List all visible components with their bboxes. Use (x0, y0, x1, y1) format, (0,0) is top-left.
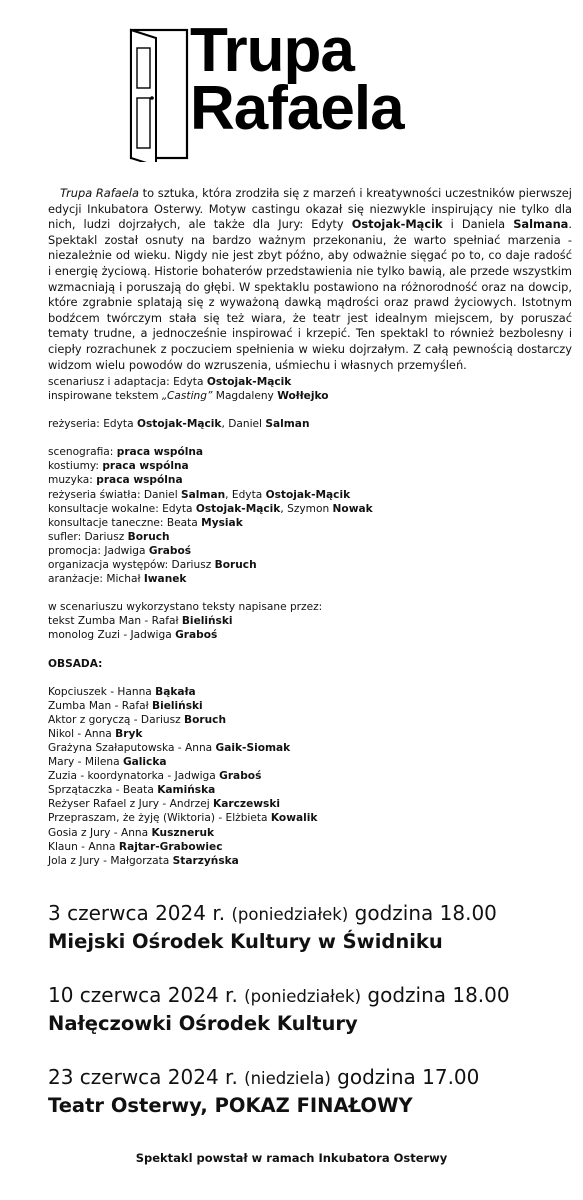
credit-name: Ostojak-Mącik (206, 376, 292, 388)
performance-3 (48, 1064, 578, 1119)
performance-date-line (48, 900, 578, 928)
cast-role: Jola z Jury - Małgorzata (48, 854, 173, 867)
poster-title (190, 16, 404, 143)
cast-surname: Graboś (219, 770, 262, 783)
credit-label: scenografia: (48, 446, 117, 459)
credits-section (48, 375, 568, 868)
cast-member (48, 840, 568, 854)
poster-header (0, 0, 583, 175)
credit-promotion (48, 544, 568, 558)
credit-label: inspirowane tekstem (48, 390, 162, 403)
credit-name: praca wspólna (116, 446, 204, 459)
credit-text-1 (48, 614, 568, 628)
cast-surname: Kamińska (157, 784, 216, 797)
credit-name: Salman (181, 488, 226, 501)
credit-name: praca wspólna (102, 460, 189, 473)
cast-member (48, 854, 568, 868)
credit-name: Graboś (148, 544, 192, 557)
credit-label: scenariusz i adaptacja: Edyta (48, 376, 207, 388)
credit-lighting (48, 488, 568, 502)
cast-member (48, 783, 568, 797)
credit-label: monolog Zuzi - Jadwiga (48, 629, 176, 642)
credit-label: , Daniel (221, 418, 266, 431)
credit-scenography (48, 445, 568, 459)
credit-label: muzyka: (48, 474, 97, 487)
credit-label: sufler: Dariusz (48, 530, 128, 543)
credit-source-title: „Casting” (161, 390, 213, 403)
cast-surname: Kowalik (270, 812, 318, 825)
cast-role: Mary - Milena (48, 756, 123, 769)
performance-time: godzina 18.00 (354, 901, 497, 925)
credit-label: tekst Zumba Man - Rafał (48, 615, 182, 628)
credit-organization (48, 558, 568, 572)
credit-name: Nowak (332, 502, 373, 515)
credit-label: Magdaleny (212, 390, 278, 403)
performance-date: 23 czerwca 2024 r. (48, 1065, 238, 1089)
credit-label: aranżacje: Michał (48, 573, 144, 586)
credit-name: Wołłejko (277, 390, 329, 403)
performance-1 (48, 900, 578, 955)
cast-heading: OBSADA: (48, 657, 103, 670)
credit-inspired (48, 389, 568, 403)
credit-label: konsultacje taneczne: Beata (48, 516, 202, 529)
cast-surname: Kuszneruk (151, 826, 215, 839)
title-line-2: Rafaela (190, 74, 404, 143)
open-door-icon (128, 28, 190, 162)
cast-role: Grażyna Szałaputowska - Anna (48, 741, 216, 754)
credit-name: Iwanek (143, 573, 187, 586)
credit-name: Boruch (214, 559, 257, 572)
credit-name: Ostojak-Mącik (195, 502, 281, 515)
credit-label: , Szymon (280, 502, 333, 515)
cast-surname: Galicka (122, 756, 167, 769)
cast-surname: Bieliński (152, 699, 203, 712)
cast-member (48, 797, 568, 811)
performance-time: godzina 18.00 (367, 983, 510, 1007)
credit-name: Boruch (127, 530, 170, 543)
credit-arrangements (48, 572, 568, 586)
cast-surname: Boruch (184, 713, 226, 726)
cast-list (48, 685, 568, 868)
intro-text-1: to sztuka, która zrodziła się z marzeń i kreatywności uczestników pierwszej edycji Inkubatora Osterwy. Motyw castingu okazał się niezwykle inspirujący nie tylko dla nich, ludzi dojrzałych, ale także dla Jury: Edyty (48, 186, 572, 232)
credit-vocal (48, 502, 568, 516)
credit-prompter (48, 530, 568, 544)
performances-section (48, 900, 578, 1146)
credit-label: kostiumy: (48, 460, 103, 473)
credit-name: Ostojak-Mącik (136, 418, 222, 431)
performance-date: 3 czerwca 2024 r. (48, 901, 226, 925)
title-line-1: Trupa (190, 16, 354, 85)
performance-2 (48, 982, 578, 1037)
cast-member (48, 826, 568, 840)
credit-label: organizacja występów: Dariusz (48, 559, 215, 572)
performance-date: 10 czerwca 2024 r. (48, 983, 238, 1007)
performance-day: (poniedziałek) (231, 905, 349, 924)
cast-role: Aktor z goryczą - Dariusz (48, 713, 185, 726)
performance-date-line (48, 982, 578, 1010)
cast-role: Przepraszam, że żyję (Wiktoria) - Elżbieta (48, 812, 271, 825)
credit-name: Salman (265, 418, 310, 431)
performance-date-line (48, 1064, 578, 1092)
cast-member (48, 727, 568, 741)
credit-dance (48, 516, 568, 530)
cast-role: Zumba Man - Rafał (48, 699, 152, 712)
credit-label: promocja: Jadwiga (48, 544, 149, 557)
cast-role: Reżyser Rafael z Jury - Andrzej (48, 798, 214, 811)
cast-role: Kopciuszek - Hanna (48, 685, 156, 698)
texts-intro: w scenariuszu wykorzystano teksty napisane przez: (48, 601, 323, 614)
cast-surname: Rajtar-Grabowiec (118, 840, 223, 853)
credit-label: reżyseria: Edyta (48, 418, 137, 431)
cast-member (48, 685, 568, 699)
footer-note: Spektakl powstał w ramach Inkubatora Osterwy (135, 1151, 448, 1165)
cast-surname: Bryk (115, 727, 143, 740)
performance-time: godzina 17.00 (337, 1065, 480, 1089)
intro-name-2: Salmana (513, 217, 569, 232)
performance-venue: Teatr Osterwy, POKAZ FINAŁOWY (48, 1094, 413, 1117)
credit-script (48, 375, 568, 389)
credit-name: praca wspólna (96, 474, 183, 487)
cast-surname: Karczewski (213, 798, 281, 811)
cast-surname: Gaik-Siomak (215, 741, 291, 754)
credit-music (48, 473, 568, 487)
credit-direction (48, 417, 568, 431)
credit-label: konsultacje wokalne: Edyta (48, 502, 196, 515)
performance-venue: Miejski Ośrodek Kultury w Świdniku (48, 930, 443, 953)
intro-text-2: i Daniela (442, 217, 514, 232)
performance-day: (poniedziałek) (244, 987, 362, 1006)
cast-member (48, 741, 568, 755)
cast-role: Gosia z Jury - Anna (48, 826, 152, 839)
cast-member (48, 699, 568, 713)
cast-surname: Starzyńska (172, 854, 239, 867)
cast-member (48, 811, 568, 825)
cast-role: Nikol - Anna (48, 727, 116, 740)
cast-role: Sprzątaczka - Beata (48, 784, 158, 797)
cast-surname: Bąkała (155, 685, 196, 698)
cast-member (48, 769, 568, 783)
intro-text-3: . Spektakl został osnuty na bardzo ważnym przekonaniu, że warto spełniać marzenia - niezależnie od wieku. Nigdy nie jest zbyt późno, aby odważnie sięgać po to, co daje radość i energię życiową. Historie bohaterów przedstawienia nie tylko bawią, ale przede wszystkim wzmacniają i poruszają do głębi. W spektaklu postawiono na różnorodność oraz na dowcip, które zgrabnie splatają się z wyważoną dawką mądrości oraz prawd życiowych. Istotnym bodźcem twórczym stała się też wiara, że teatr jest idealnym miejscem, by poruszać tematy trudne, a jednocześnie inspirować i krzepić. Ten spektakl to również bezbolesny i ciepły rozrachunek z poczuciem spełnienia w wieku dojrzałym. Z całą pewnością dostarczy widzom wielu powodów do wzruszenia, uśmiechu i własnych przemyśleń. (48, 217, 572, 372)
credit-label: , Edyta (225, 488, 266, 501)
cast-member (48, 713, 568, 727)
credit-text-2 (48, 628, 568, 642)
performance-venue: Nałęczowki Ośrodek Kultury (48, 1012, 358, 1035)
cast-member (48, 755, 568, 769)
performance-day: (niedziela) (244, 1069, 331, 1088)
intro-name-1: Ostojak-Mącik (351, 217, 443, 232)
cast-role: Klaun - Anna (48, 840, 119, 853)
intro-title: Trupa Rafaela (60, 186, 139, 200)
credit-name: Graboś (175, 629, 218, 642)
cast-role: Zuzia - koordynatorka - Jadwiga (48, 770, 220, 783)
credit-costumes (48, 459, 568, 473)
credit-label: reżyseria światła: Daniel (48, 488, 182, 501)
credit-name: Ostojak-Mącik (265, 488, 351, 501)
intro-paragraph (48, 186, 572, 373)
credit-name: Bieliński (181, 615, 233, 628)
credit-name: Mysiak (201, 516, 243, 529)
